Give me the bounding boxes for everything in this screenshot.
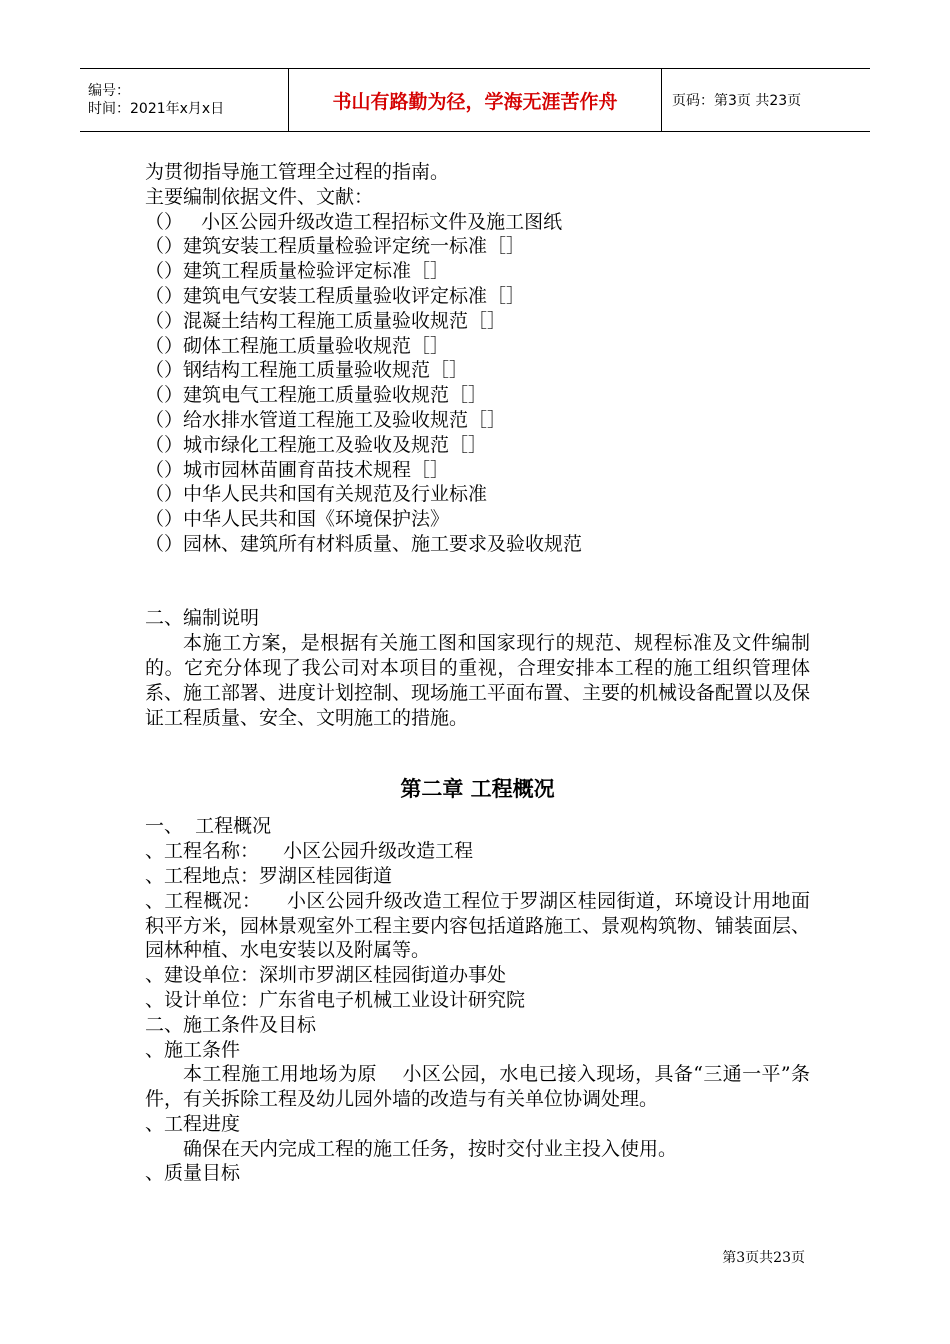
section-heading-compilation-notes: 二、编制说明 [145, 607, 260, 630]
construction-conditions-text: 本工程施工用地场为原 小区公园，水电已接入现场，具备“三通一平”条件，有关拆除工程及幼儿园外墙的改造与有关单位协调处理。 [145, 1063, 810, 1111]
reference-item: （）建筑电气工程施工质量验收规范［］ [145, 384, 488, 407]
page-footer: 第3页共23页 [722, 1250, 805, 1266]
reference-item: （）中华人民共和国《环境保护法》 [145, 508, 450, 531]
document-number-label: 编号： [88, 83, 130, 99]
reference-item: （）建筑安装工程质量检验评定统一标准［］ [145, 235, 526, 258]
project-name: 、工程名称： 小区公园升级改造工程 [145, 840, 474, 863]
schedule-text: 确保在天内完成工程的施工任务，按时交付业主投入使用。 [183, 1137, 678, 1160]
document-time-label: 时间：2021年x月x日 [88, 101, 225, 117]
document-body [145, 160, 810, 1186]
project-summary: 、工程概况： 小区公园升级改造工程位于罗湖区桂园街道，环境设计用地面积平方米，园林景观室外工程主要内容包括道路施工、景观构筑物、铺装面层、园林种植、水电安装以及附属等。 [145, 889, 811, 962]
reference-item: （）城市园林苗圃育苗技术规程［］ [145, 458, 450, 481]
page-header [80, 68, 870, 132]
overview-heading: 一、 工程概况 [145, 815, 272, 838]
header-meta [80, 69, 289, 131]
spacer [145, 557, 810, 607]
design-unit: 、设计单位：广东省电子机械工业设计研究院 [145, 988, 526, 1011]
project-location: 、工程地点：罗湖区桂园街道 [145, 864, 393, 887]
reference-item: （）建筑工程质量检验评定标准［］ [145, 260, 450, 283]
reference-item: （）城市绿化工程施工及验收及规范［］ [145, 433, 488, 456]
reference-item: （）砌体工程施工质量验收规范［］ [145, 334, 450, 357]
reference-item: （）混凝土结构工程施工质量验收规范［］ [145, 309, 507, 332]
reference-item: （）中华人民共和国有关规范及行业标准 [145, 483, 488, 506]
motto-text: 书山有路勤为径，学海无涯苦作舟 [332, 90, 618, 113]
page-number-label: 页码：第3页 共23页 [672, 93, 802, 109]
client-unit: 、建设单位：深圳市罗湖区桂园街道办事处 [145, 964, 507, 987]
reference-item: （）给水排水管道工程施工及验收规范［］ [145, 408, 507, 431]
compilation-notes-paragraph: 本施工方案，是根据有关施工图和国家现行的规范、规程标准及文件编制的。它充分体现了我公司对本项目的重视，合理安排本工程的施工组织管理体系、施工部署、进度计划控制、现场施工平面布置、主要的机械设备配置以及保证工程质量、安全、文明施工的措施。 [145, 632, 811, 729]
references-heading: 主要编制依据文件、文献： [145, 185, 374, 208]
header-page-number [662, 69, 870, 131]
references-list [145, 210, 810, 557]
intro-line: 为贯彻指导施工管理全过程的指南。 [145, 161, 450, 183]
reference-item: （）钢结构工程施工质量验收规范［］ [145, 359, 469, 382]
reference-item: （）建筑电气安装工程质量验收评定标准［］ [145, 284, 526, 307]
schedule-heading: 、工程进度 [145, 1112, 241, 1135]
reference-item: （）园林、建筑所有材料质量、施工要求及验收规范 [145, 532, 583, 555]
conditions-heading: 二、施工条件及目标 [145, 1013, 317, 1036]
construction-conditions-heading: 、施工条件 [145, 1038, 241, 1061]
header-motto [289, 69, 662, 131]
quality-target-heading: 、质量目标 [145, 1162, 241, 1185]
reference-item: （） 小区公园升级改造工程招标文件及施工图纸 [145, 210, 563, 233]
chapter-title: 第二章 工程概况 [400, 777, 555, 802]
